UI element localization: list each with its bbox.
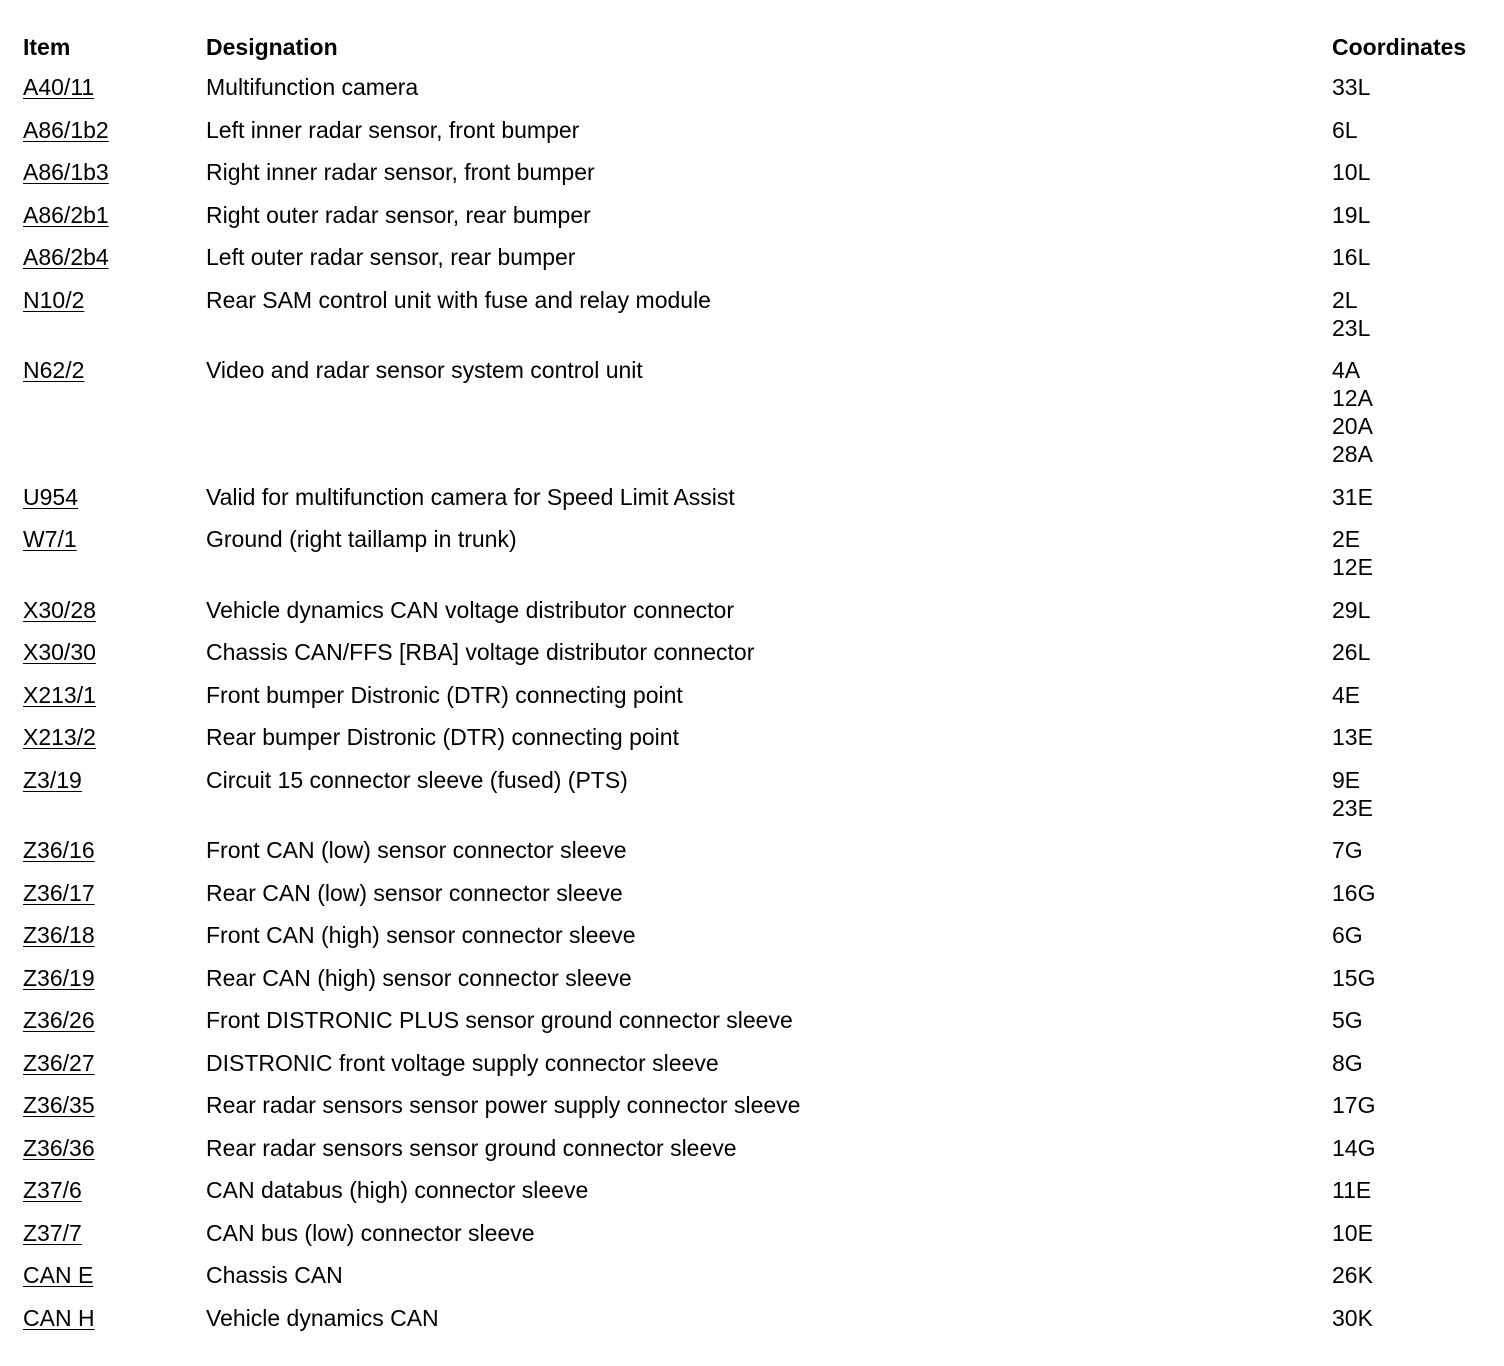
item-cell bbox=[23, 921, 206, 960]
coordinate-value: 23E bbox=[1332, 794, 1373, 821]
designation-cell: CAN databus (high) connector sleeve bbox=[206, 1177, 589, 1203]
item-cell bbox=[23, 116, 206, 155]
table-row bbox=[23, 352, 1493, 479]
item-cell bbox=[23, 286, 206, 353]
table-row bbox=[23, 634, 1493, 677]
coordinates-cell bbox=[1332, 201, 1482, 240]
item-link[interactable]: A86/2b4 bbox=[23, 244, 109, 270]
coordinates-cell bbox=[1332, 1006, 1482, 1045]
coordinate-value: 23L bbox=[1332, 314, 1371, 341]
designation-cell: Right outer radar sensor, rear bumper bbox=[206, 201, 591, 228]
table-row bbox=[23, 1087, 1493, 1130]
coordinate-value: 17G bbox=[1332, 1092, 1376, 1118]
designation-cell: Front CAN (low) sensor connector sleeve bbox=[206, 837, 627, 863]
table-row bbox=[23, 521, 1493, 592]
coordinate-value: 12A bbox=[1332, 385, 1373, 411]
coordinate-value: 29L bbox=[1332, 596, 1371, 623]
designation-cell: Vehicle dynamics CAN bbox=[206, 1304, 439, 1331]
item-link[interactable]: Z36/18 bbox=[23, 922, 95, 948]
table-row bbox=[23, 875, 1493, 918]
coordinate-value: 19L bbox=[1332, 201, 1371, 228]
table-row bbox=[23, 592, 1493, 635]
designation-cell: Circuit 15 connector sleeve (fused) (PTS) bbox=[206, 766, 628, 793]
item-link[interactable]: Z36/19 bbox=[23, 964, 95, 991]
coordinate-value: 2L bbox=[1332, 286, 1358, 313]
item-cell bbox=[23, 1134, 206, 1173]
legend-header-row bbox=[23, 32, 1493, 69]
table-row bbox=[23, 677, 1493, 720]
item-link[interactable]: Z36/17 bbox=[23, 879, 95, 906]
designation-cell: Rear CAN (low) sensor connector sleeve bbox=[206, 879, 623, 906]
coordinate-value: 5G bbox=[1332, 1007, 1363, 1033]
coordinates-cell bbox=[1332, 1049, 1482, 1088]
table-row bbox=[23, 1002, 1493, 1045]
coordinate-value: 14G bbox=[1332, 1134, 1376, 1161]
coordinates-cell bbox=[1332, 483, 1482, 522]
coordinates-cell bbox=[1332, 681, 1482, 720]
designation-cell: Front DISTRONIC PLUS sensor ground connector sleeve bbox=[206, 1007, 793, 1033]
item-cell bbox=[23, 1006, 206, 1045]
coordinate-value: 6G bbox=[1332, 922, 1363, 948]
item-link[interactable]: Z36/27 bbox=[23, 1049, 95, 1076]
item-cell bbox=[23, 1219, 206, 1258]
coordinate-value: 13E bbox=[1332, 724, 1373, 750]
table-row bbox=[23, 832, 1493, 875]
table-row bbox=[23, 1257, 1493, 1300]
item-cell bbox=[23, 879, 206, 918]
designation-cell: Rear CAN (high) sensor connector sleeve bbox=[206, 964, 632, 991]
coordinates-cell bbox=[1332, 1261, 1482, 1300]
coordinates-cell bbox=[1332, 1176, 1482, 1215]
designation-cell: Valid for multifunction camera for Speed Limit Assist bbox=[206, 483, 735, 510]
item-link[interactable]: X213/1 bbox=[23, 681, 96, 708]
table-row bbox=[23, 960, 1493, 1003]
table-row bbox=[23, 112, 1493, 155]
item-link[interactable]: CAN H bbox=[23, 1304, 95, 1331]
coordinate-value: 31E bbox=[1332, 483, 1373, 510]
coordinate-value: 4E bbox=[1332, 681, 1361, 708]
coordinates-cell bbox=[1332, 836, 1482, 875]
component-legend-table bbox=[23, 32, 1493, 1342]
designation-cell: DISTRONIC front voltage supply connector sleeve bbox=[206, 1049, 719, 1076]
designation-cell: Rear radar sensors sensor power supply connector sleeve bbox=[206, 1092, 801, 1118]
item-cell bbox=[23, 1261, 206, 1300]
coordinate-value: 26L bbox=[1332, 639, 1371, 665]
designation-cell: Video and radar sensor system control unit bbox=[206, 357, 643, 383]
item-cell bbox=[23, 1304, 206, 1343]
designation-cell: Vehicle dynamics CAN voltage distributor connector bbox=[206, 596, 734, 623]
item-cell bbox=[23, 638, 206, 677]
item-link[interactable]: Z36/26 bbox=[23, 1007, 95, 1033]
designation-cell: Chassis CAN/FFS [RBA] voltage distributor connector bbox=[206, 639, 755, 665]
coordinate-value: 28A bbox=[1332, 441, 1373, 467]
item-link[interactable]: Z36/16 bbox=[23, 837, 95, 863]
coordinates-cell bbox=[1332, 1219, 1482, 1258]
coordinate-value: 16G bbox=[1332, 879, 1376, 906]
item-cell bbox=[23, 1091, 206, 1130]
coordinates-cell bbox=[1332, 1091, 1482, 1130]
coordinates-cell bbox=[1332, 921, 1482, 960]
coordinate-value: 9E bbox=[1332, 766, 1361, 793]
coordinate-value: 8G bbox=[1332, 1049, 1363, 1076]
item-link[interactable]: A86/1b3 bbox=[23, 159, 109, 185]
item-link[interactable]: W7/1 bbox=[23, 526, 77, 552]
table-row bbox=[23, 1045, 1493, 1088]
item-cell bbox=[23, 964, 206, 1003]
designation-cell: CAN bus (low) connector sleeve bbox=[206, 1219, 535, 1246]
designation-cell: Rear bumper Distronic (DTR) connecting point bbox=[206, 724, 679, 750]
legend-rows bbox=[23, 69, 1493, 1342]
designation-cell: Front bumper Distronic (DTR) connecting point bbox=[206, 681, 683, 708]
coordinates-cell bbox=[1332, 723, 1482, 762]
item-link[interactable]: X30/30 bbox=[23, 639, 96, 665]
designation-cell: Rear radar sensors sensor ground connector sleeve bbox=[206, 1134, 737, 1161]
coordinates-cell bbox=[1332, 243, 1482, 282]
coordinate-value: 26K bbox=[1332, 1262, 1373, 1288]
item-cell bbox=[23, 158, 206, 197]
coordinate-value: 30K bbox=[1332, 1304, 1373, 1331]
coordinate-value: 4A bbox=[1332, 357, 1361, 383]
item-link[interactable]: U954 bbox=[23, 483, 78, 510]
item-cell bbox=[23, 723, 206, 762]
table-row bbox=[23, 1172, 1493, 1215]
item-link[interactable]: N10/2 bbox=[23, 286, 85, 313]
coordinates-cell bbox=[1332, 1304, 1482, 1343]
coordinates-cell bbox=[1332, 356, 1482, 479]
item-link[interactable]: Z36/35 bbox=[23, 1092, 95, 1118]
coordinate-value: 15G bbox=[1332, 964, 1376, 991]
item-cell bbox=[23, 356, 206, 479]
coordinates-cell bbox=[1332, 638, 1482, 677]
designation-cell: Left outer radar sensor, rear bumper bbox=[206, 244, 576, 270]
table-row bbox=[23, 917, 1493, 960]
item-cell bbox=[23, 681, 206, 720]
coordinate-value: 10L bbox=[1332, 159, 1371, 185]
table-row bbox=[23, 1300, 1493, 1343]
item-link[interactable]: A86/1b2 bbox=[23, 116, 109, 143]
designation-column-header: Designation bbox=[206, 34, 338, 60]
item-cell bbox=[23, 1176, 206, 1215]
item-cell bbox=[23, 483, 206, 522]
table-row bbox=[23, 719, 1493, 762]
table-row bbox=[23, 1215, 1493, 1258]
designation-cell: Left inner radar sensor, front bumper bbox=[206, 116, 580, 143]
table-row bbox=[23, 762, 1493, 833]
coordinate-value: 12E bbox=[1332, 554, 1373, 580]
coordinates-cell bbox=[1332, 964, 1482, 1003]
designation-cell: Ground (right taillamp in trunk) bbox=[206, 526, 517, 552]
coordinate-value: 20A bbox=[1332, 413, 1373, 439]
designation-cell: Chassis CAN bbox=[206, 1262, 343, 1288]
coordinates-cell bbox=[1332, 116, 1482, 155]
item-link[interactable]: X213/2 bbox=[23, 724, 96, 750]
item-link[interactable]: Z36/36 bbox=[23, 1134, 95, 1161]
item-cell bbox=[23, 836, 206, 875]
coordinate-value: 10E bbox=[1332, 1219, 1373, 1246]
item-cell bbox=[23, 201, 206, 240]
table-row bbox=[23, 154, 1493, 197]
item-cell bbox=[23, 596, 206, 635]
designation-cell: Rear SAM control unit with fuse and relay module bbox=[206, 286, 711, 313]
item-link[interactable]: Z37/6 bbox=[23, 1177, 82, 1203]
item-link[interactable]: A40/11 bbox=[23, 74, 95, 100]
coordinates-column-header: Coordinates bbox=[1332, 34, 1467, 60]
coordinate-value: 7G bbox=[1332, 837, 1363, 863]
coordinate-value: 16L bbox=[1332, 244, 1371, 270]
item-link[interactable]: CAN E bbox=[23, 1262, 94, 1288]
coordinates-cell bbox=[1332, 73, 1482, 112]
table-row bbox=[23, 1130, 1493, 1173]
coordinate-value: 11E bbox=[1332, 1177, 1372, 1203]
item-link[interactable]: A86/2b1 bbox=[23, 201, 109, 228]
item-cell bbox=[23, 525, 206, 592]
designation-cell: Right inner radar sensor, front bumper bbox=[206, 159, 595, 185]
item-link[interactable]: Z37/7 bbox=[23, 1219, 82, 1246]
coordinate-value: 33L bbox=[1332, 74, 1371, 100]
coordinate-value: 2E bbox=[1332, 526, 1361, 552]
designation-cell: Front CAN (high) sensor connector sleeve bbox=[206, 922, 636, 948]
item-cell bbox=[23, 243, 206, 282]
item-link[interactable]: X30/28 bbox=[23, 596, 96, 623]
item-cell bbox=[23, 73, 206, 112]
table-row bbox=[23, 282, 1493, 353]
item-link[interactable]: N62/2 bbox=[23, 357, 85, 383]
table-row bbox=[23, 479, 1493, 522]
coordinates-cell bbox=[1332, 596, 1482, 635]
coordinates-cell bbox=[1332, 525, 1482, 592]
item-cell bbox=[23, 1049, 206, 1088]
item-cell bbox=[23, 766, 206, 833]
coordinates-cell bbox=[1332, 1134, 1482, 1173]
coordinates-cell bbox=[1332, 879, 1482, 918]
coordinates-cell bbox=[1332, 766, 1482, 833]
coordinate-value: 6L bbox=[1332, 116, 1358, 143]
table-row bbox=[23, 197, 1493, 240]
coordinates-cell bbox=[1332, 158, 1482, 197]
item-column-header: Item bbox=[23, 34, 71, 60]
coordinates-cell bbox=[1332, 286, 1482, 353]
item-link[interactable]: Z3/19 bbox=[23, 766, 82, 793]
table-row bbox=[23, 69, 1493, 112]
designation-cell: Multifunction camera bbox=[206, 74, 419, 100]
table-row bbox=[23, 239, 1493, 282]
